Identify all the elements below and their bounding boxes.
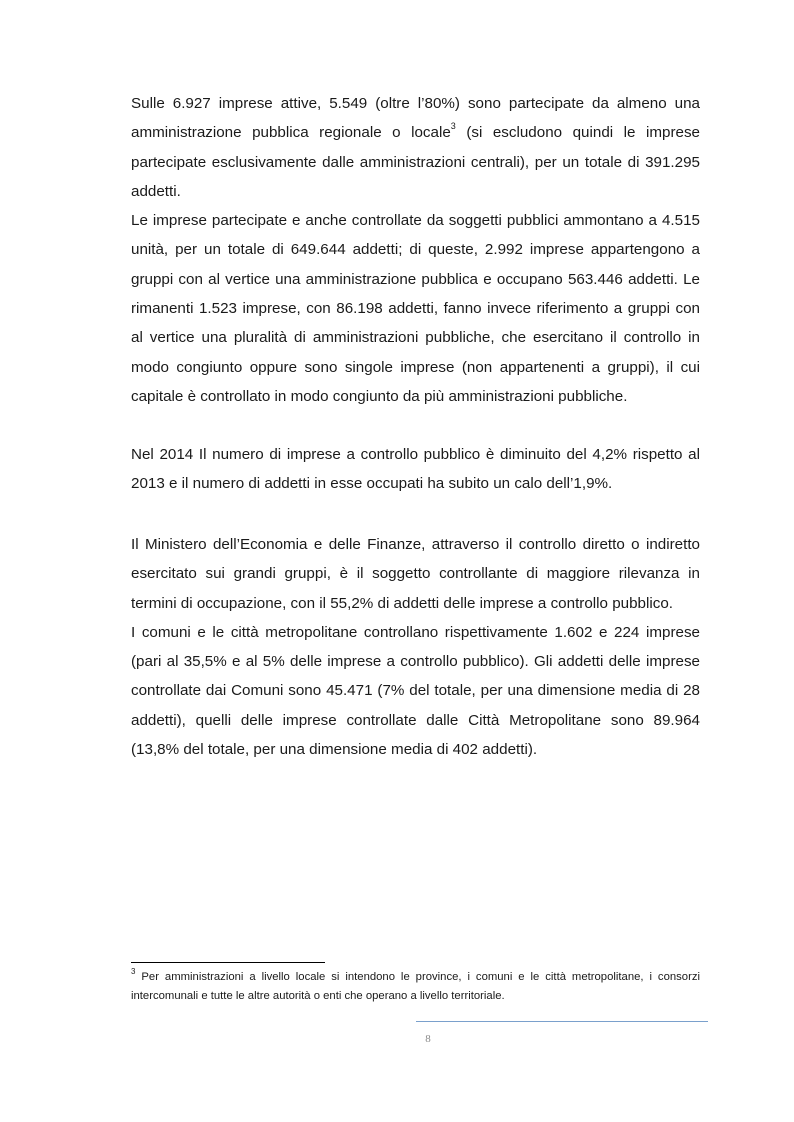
- paragraph-active-enterprises: Sulle 6.927 imprese attive, 5.549 (oltre l’80%) sono partecipate da almeno una amministrazione pubblica regionale o locale$^3$ (si escludono quindi le imprese partecipate esclusivamente dalle amministrazioni centrali), per un totale di 391.295 addetti.: [131, 95, 700, 200]
- paragraph-ministry: Il Ministero dell’Economia e delle Finanze, attraverso il controllo diretto o indiretto esercitato sui grandi gruppi, è il soggetto controllante di maggiore rilevanza in termini di occupazione, con il 55,2% di addetti delle imprese a controllo pubblico.: [131, 536, 700, 612]
- body-section-trend: [131, 440, 700, 499]
- page-number: 8: [425, 1033, 431, 1045]
- footnote-marker: 3: [131, 967, 136, 977]
- paragraph-municipalities: I comuni e le città metropolitane controllano rispettivamente 1.602 e 224 imprese (pari al 35,5% e al 5% delle imprese a controllo pubblico). Gli addetti delle imprese controllate dai Comuni sono 45.471 (7% del totale, per una dimensione media di 28 addetti), quelli delle imprese controllate dalle Città Metropolitane sono 89.964 (13,8% del totale, per una dimensione media di 402 addetti).: [131, 623, 700, 759]
- footnote-separator: [131, 962, 325, 963]
- body-section-controllers: [131, 530, 700, 764]
- footnote-text: Per amministrazioni a livello locale si intendono le province, i comuni e le città metropolitane, i consorzi intercomunali e tutte le altre autorità o enti che operano a livello territoriale.: [131, 971, 700, 1002]
- paragraph-2014-trend: Nel 2014 Il numero di imprese a controllo pubblico è diminuito del 4,2% rispetto al 2013 e il numero di addetti in esse occupati ha subito un calo dell’1,9%.: [131, 446, 700, 493]
- body-section-enterprises: [131, 89, 700, 411]
- paragraph-controlled-enterprises: Le imprese partecipate e anche controllate da soggetti pubblici ammontano a 4.515 unità, per un totale di 649.644 addetti; di queste, 2.992 imprese appartengono a gruppi con al vertice una amministrazione pubblica e occupano 563.446 addetti. Le rimanenti 1.523 imprese, con 86.198 addetti, fanno invece riferimento a gruppi con al vertice una pluralità di amministrazioni pubbliche, che esercitano il controllo in modo congiunto oppure sono singole imprese (non appartenenti a gruppi), il cui capitale è controllato in modo congiunto da più amministrazioni pubbliche.: [131, 212, 700, 405]
- footer-divider: [416, 1021, 708, 1022]
- footnote: [131, 968, 700, 1006]
- footnote-reference[interactable]: 3: [450, 121, 456, 132]
